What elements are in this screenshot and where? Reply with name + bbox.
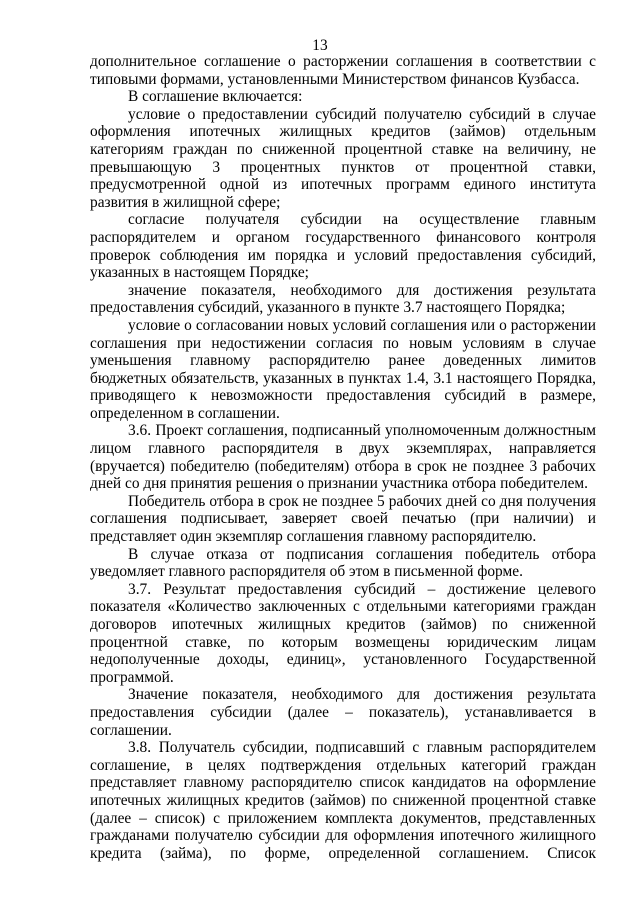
- paragraph-indicator-value: значение показателя, необходимого для достижения результата предоставления субсидий, указанного в пункте 3.7 настоящего Порядка;: [90, 281, 596, 317]
- page-number: 13: [312, 37, 328, 54]
- paragraph-winner-signs: Победитель отбора в срок не позднее 5 рабочих дней со дня получения соглашения подписывает, заверяет своей печатью (при наличии) и представляет один экземпляр соглашения главному распорядителю.: [90, 492, 596, 546]
- paragraph-3-7: 3.7. Результат предоставления субсидий – достижение целевого показателя «Количество заключенных с отдельными категориями граждан договоров ипотечных жилищных кредитов (займов) по сниженной процентной ставке, по которым возмещены юридическим лицам недополученные доходы, единиц», установленного Государственной программой.: [90, 580, 596, 686]
- paragraph-continuation: дополнительное соглашение о расторжении соглашения в соответствии с типовыми формами, установленными Министерством финансов Кузбасса.: [90, 53, 596, 88]
- document-body: [90, 53, 596, 862]
- paragraph-subsidy-condition: условие о предоставлении субсидий получателю субсидий в случае оформления ипотечных жилищных кредитов (займов) отдельным категориям граждан по сниженной процентной ставке на величину, не превышающую 3 процентных пунктов от процентной ставки, предусмотренной одной из ипотечных программ единого института развития в жилищной сфере;: [90, 105, 596, 211]
- paragraph-refusal: В случае отказа от подписания соглашения победитель отбора уведомляет главного распорядителя об этом в письменной форме.: [90, 545, 596, 581]
- paragraph-new-conditions: условие о согласовании новых условий соглашения или о расторжении соглашения при недостижении согласия по новым условиям в случае уменьшения главному распорядителю ранее доведенных лимитов бюджетных обязательств, указанных в пунктах 1.4, 3.1 настоящего Порядка, приводящего к невозможности предоставления субсидий в размере, определенном в соглашении.: [90, 316, 596, 422]
- paragraph-3-6: 3.6. Проект соглашения, подписанный уполномоченным должностным лицом главного распорядителя в двух экземплярах, направляется (вручается) победителю (победителям) отбора в срок не позднее 3 рабочих дней со дня принятия решения о признании участника отбора победителем.: [90, 422, 596, 493]
- paragraph-3-8: 3.8. Получатель субсидии, подписавший с главным распорядителем соглашение, в целях подтверждения отдельных категорий граждан представляет главному распорядителю список кандидатов на оформление ипотечных жилищных кредитов (займов) по сниженной процентной ставке (далее – список) с приложением комплекта документов, представленных гражданами получателю субсидии для оформления ипотечного жилищного кредита (займа), по форме, определенной соглашением. Список: [90, 739, 596, 862]
- paragraph-agreement-includes: В соглашение включается:: [128, 88, 303, 106]
- paragraph-indicator-established: Значение показателя, необходимого для достижения результата предоставления субсидии (далее – показатель), устанавливается в соглашении.: [90, 686, 596, 739]
- paragraph-consent-to-inspection: согласие получателя субсидии на осуществление главным распорядителем и органом государственного финансового контроля проверок соблюдения им порядка и условий предоставления субсидий, указанных в настоящем Порядке;: [90, 211, 596, 282]
